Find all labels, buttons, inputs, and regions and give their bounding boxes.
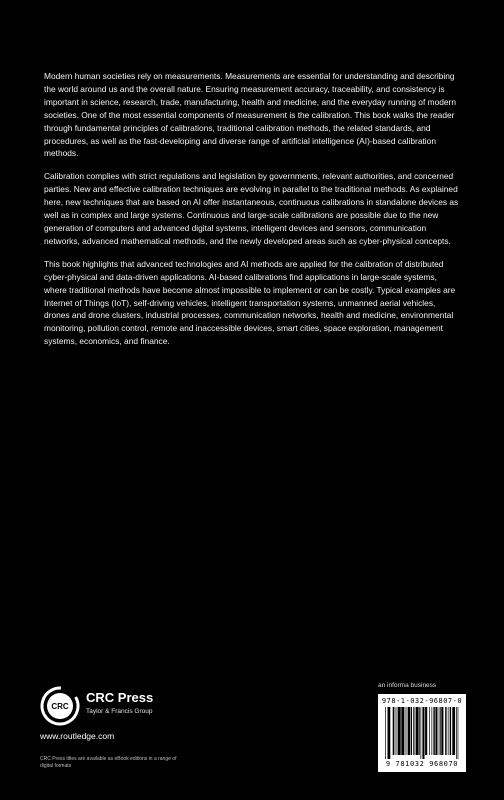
publisher-block bbox=[40, 686, 240, 746]
publisher-website[interactable]: www.routledge.com bbox=[40, 731, 115, 741]
barcode-bar bbox=[416, 707, 419, 755]
barcode-bar bbox=[398, 707, 401, 755]
barcode-bar bbox=[456, 707, 457, 759]
barcode-bar bbox=[433, 707, 434, 755]
barcode-bar bbox=[440, 707, 441, 755]
isbn-bottom-text: 9 781032 968070 bbox=[385, 760, 459, 768]
barcode-icon bbox=[384, 707, 460, 759]
barcode-bar bbox=[445, 707, 446, 755]
publisher-group: Taylor & Francis Group bbox=[86, 708, 153, 715]
publisher-name: CRC Press bbox=[86, 690, 154, 705]
barcode-bar bbox=[415, 707, 416, 755]
informa-business-label: an informa business bbox=[378, 682, 437, 689]
barcode-bar bbox=[422, 707, 424, 759]
blurb-paragraph-1: Modern human societies rely on measurements. Measurements are essential for understanding and describing the world around us and the overall nature. Ensuring measurement accuracy, traceability, and consistency is important in science, research, trade, manufacturing, health and medicine, and the everyday running of modern societies. One of the most essential components of measurement is the calibration. This book walks the reader through fundamental principles of calibrations, traditional calibration methods, the related standards, and procedures, as well as the fast-developing and diverse range of artificial intelligence (AI)-based calibration methods. bbox=[44, 71, 457, 159]
barcode-bar bbox=[401, 707, 404, 755]
crc-press-logo-icon bbox=[40, 686, 80, 726]
barcode-bar bbox=[405, 707, 406, 755]
blurb-paragraph-2: Calibration complies with strict regulations and legislation by governments, relevant authorities, and concerned parties. New and effective calibration techniques are evolving in parallel to the traditional methods. As explained here, new techniques that are based on AI offer instantaneous, continuous calibrations in standalone devices as well as in complex and large systems. Continuous and large-scale calibrations are possible due to the new generation of computers and advanced digital systems, intelligent devices and sensors, communication networks, advanced mathematical methods, and the newly developed areas such as cyber-physical concepts. bbox=[44, 171, 459, 246]
barcode-bar bbox=[441, 707, 443, 755]
barcode-bar bbox=[407, 707, 408, 755]
barcode-bar bbox=[450, 707, 451, 755]
barcode-bar bbox=[458, 707, 459, 759]
barcode-bar bbox=[385, 707, 386, 759]
barcode-bar bbox=[393, 707, 394, 755]
barcode-bar bbox=[421, 707, 422, 759]
isbn-top-text: 978-1-032-96807-0 bbox=[381, 697, 463, 705]
barcode-bar bbox=[439, 707, 440, 755]
barcode-bar bbox=[432, 707, 433, 755]
barcode-bar bbox=[388, 707, 391, 759]
barcode-bar bbox=[419, 707, 420, 755]
barcode-bar bbox=[452, 707, 455, 755]
ebook-notice: CRC Press titles are available as eBook editions in a range of digital formats bbox=[40, 756, 177, 769]
crc-logo-text: CRC bbox=[51, 702, 69, 711]
barcode-bar bbox=[429, 707, 430, 755]
isbn-barcode bbox=[378, 694, 466, 772]
barcode-bar bbox=[448, 707, 449, 755]
barcode-bar bbox=[425, 707, 427, 755]
barcode-bar bbox=[413, 707, 414, 755]
barcode-bar bbox=[397, 707, 398, 755]
barcode-bar bbox=[411, 707, 412, 755]
barcode-bar bbox=[408, 707, 410, 755]
barcode-bar bbox=[435, 707, 437, 755]
blurb-paragraph-3: This book highlights that advanced technologies and AI methods are applied for the calibration of distributed cyber-physical and data-driven applications. AI-based calibrations find applications in large-scale systems, where traditional methods have become almost impossible to implement or can be costly. Typical examples are Internet of Things (IoT), self-driving vehicles, intelligent transportation systems, unmanned aerial vehicles, drones and drone clusters, industrial processes, communication networks, health and medicine, environmental monitoring, pollution control, remote and inaccessible devices, smart cities, space exploration, management systems, economics, and finance. bbox=[44, 258, 456, 347]
cover-blurb bbox=[44, 70, 462, 358]
barcode-bar bbox=[395, 707, 396, 755]
